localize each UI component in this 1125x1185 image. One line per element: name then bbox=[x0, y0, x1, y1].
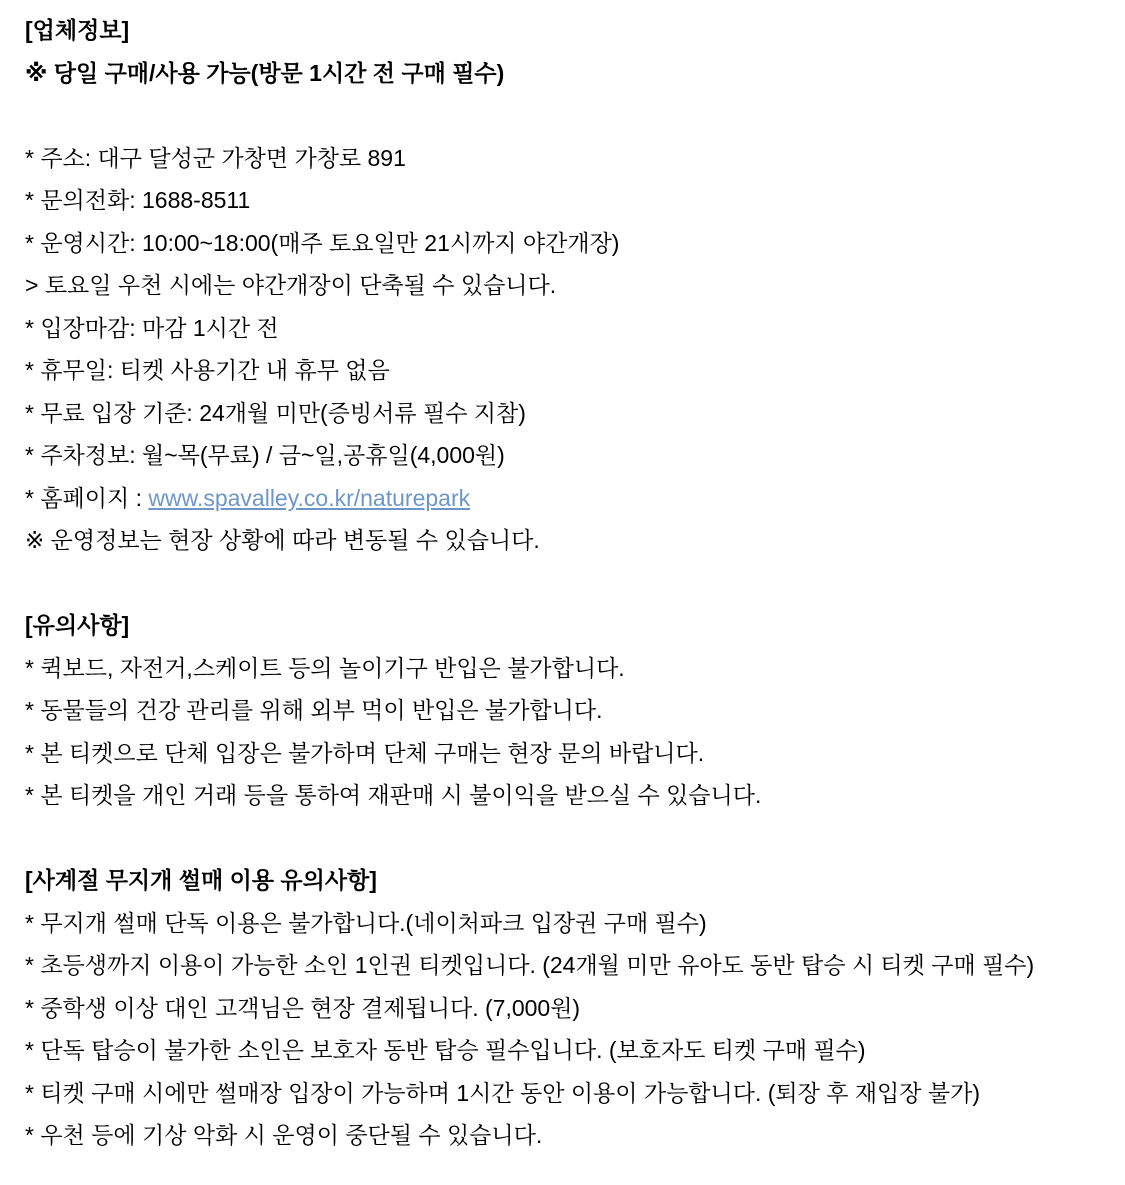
section-heading-sled-cautions: [사계절 무지개 썰매 이용 유의사항] bbox=[25, 867, 377, 893]
info-line-phone: * 문의전화: 1688-8511 bbox=[25, 187, 251, 213]
section-heading-business-info: [업체정보] bbox=[25, 17, 130, 43]
blank-line bbox=[25, 562, 1115, 605]
info-line-free-entry: * 무료 입장 기준: 24개월 미만(증빙서류 필수 지참) bbox=[25, 399, 526, 426]
info-line-entry-deadline: * 입장마감: 마감 1시간 전 bbox=[25, 314, 279, 341]
sled-caution-line: * 중학생 이상 대인 고객님은 현장 결제됩니다. (7,000원) bbox=[25, 994, 581, 1021]
sled-caution-line: * 단독 탑승이 불가한 소인은 보호자 동반 탑승 필수입니다. (보호자도 티켓 구매 필수) bbox=[25, 1037, 866, 1063]
sled-caution-line: * 무지개 썰매 단독 이용은 불가합니다.(네이처파크 입장권 구매 필수) bbox=[25, 909, 707, 936]
homepage-label: * 홈페이지 : bbox=[25, 484, 149, 511]
sled-caution-line: * 초등생까지 이용이 가능한 소인 1인권 티켓입니다. (24개월 미만 유아도 동반 탑승 시 티켓 구매 필수) bbox=[25, 952, 1035, 978]
caution-line: * 본 티켓으로 단체 입장은 불가하며 단체 구매는 현장 문의 바랍니다. bbox=[25, 739, 705, 766]
info-line-saturday-note: > 토요일 우천 시에는 야간개장이 단축될 수 있습니다. bbox=[25, 272, 557, 298]
blank-line bbox=[25, 94, 1115, 137]
info-line-hours: * 운영시간: 10:00~18:00(매주 토요일만 21시까지 야간개장) bbox=[25, 229, 620, 256]
caution-line: * 퀵보드, 자전거,스케이트 등의 놀이기구 반입은 불가합니다. bbox=[25, 654, 625, 681]
homepage-line bbox=[25, 477, 1115, 520]
caution-line: * 동물들의 건강 관리를 위해 외부 먹이 반입은 불가합니다. bbox=[25, 697, 603, 723]
info-line-address: * 주소: 대구 달성군 가창면 가창로 891 bbox=[25, 144, 406, 171]
notice-line-operation: ※ 운영정보는 현장 상황에 따라 변동될 수 있습니다. bbox=[25, 527, 540, 553]
sled-caution-line: * 티켓 구매 시에만 썰매장 입장이 가능하며 1시간 동안 이용이 가능합니다. (퇴장 후 재입장 불가) bbox=[25, 1079, 980, 1106]
info-line-parking: * 주차정보: 월~목(무료) / 금~일,공휴일(4,000원) bbox=[25, 442, 505, 468]
info-line-closed-days: * 휴무일: 티켓 사용기간 내 휴무 없음 bbox=[25, 357, 390, 383]
blank-line bbox=[25, 817, 1115, 860]
homepage-link[interactable]: www.spavalley.co.kr/naturepark bbox=[148, 484, 471, 511]
sled-caution-line: * 우천 등에 기상 악화 시 운영이 중단될 수 있습니다. bbox=[25, 1122, 543, 1148]
caution-line: * 본 티켓을 개인 거래 등을 통하여 재판매 시 불이익을 받으실 수 있습니다. bbox=[25, 782, 762, 808]
notice-line: ※ 당일 구매/사용 가능(방문 1시간 전 구매 필수) bbox=[25, 59, 505, 86]
section-heading-cautions: [유의사항] bbox=[25, 612, 130, 638]
